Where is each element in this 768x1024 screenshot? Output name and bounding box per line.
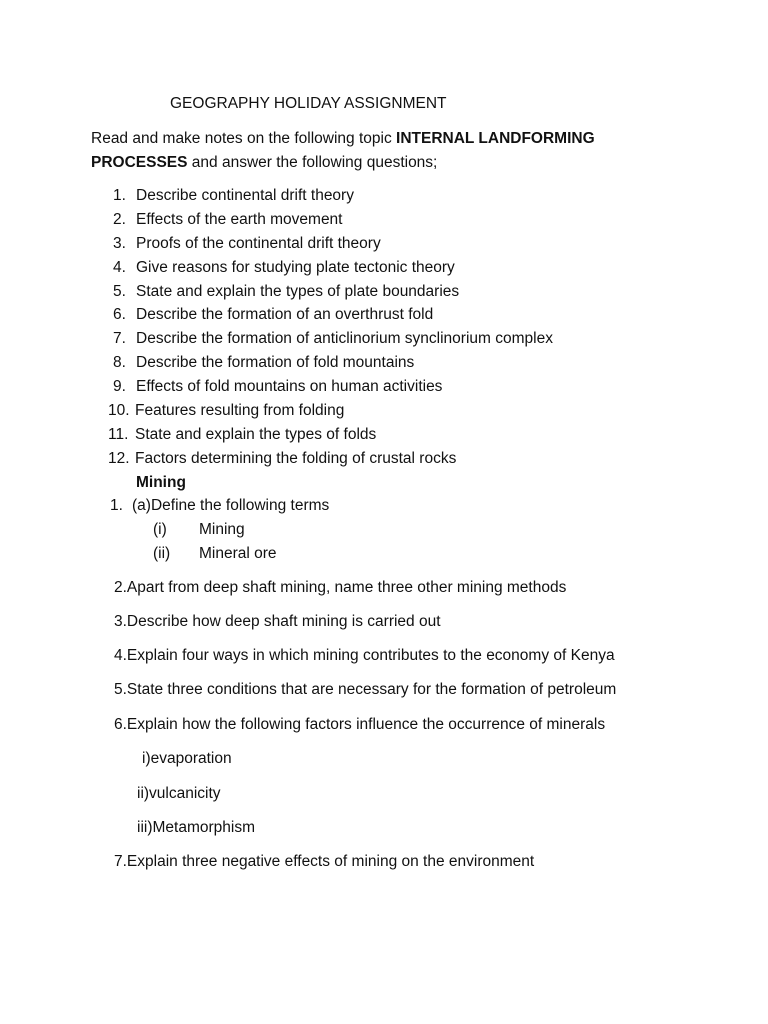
intro-line-2 <box>91 153 437 173</box>
list-item: iii)Metamorphism <box>137 819 255 836</box>
intro-text-end: and answer the following questions; <box>187 154 438 171</box>
list-item: 3.Describe how deep shaft mining is carried out <box>114 613 441 630</box>
list-item: i)evaporation <box>142 750 232 767</box>
intro-text: Read and make notes on the following topic <box>91 130 397 147</box>
list-item: 2.Apart from deep shaft mining, name three other mining methods <box>114 579 567 596</box>
intro-line-1 <box>91 129 595 149</box>
list-item: 7.Explain three negative effects of mining on the environment <box>114 853 535 870</box>
intro-topic-bold-2: PROCESSES <box>91 154 188 171</box>
section-heading-mining: Mining <box>136 474 186 491</box>
list-item: ii)vulcanicity <box>137 785 221 802</box>
intro-topic-bold-1: INTERNAL LANDFORMING <box>396 130 595 147</box>
page-title: GEOGRAPHY HOLIDAY ASSIGNMENT <box>170 95 447 112</box>
list-item: 4.Explain four ways in which mining contributes to the economy of Kenya <box>114 647 615 664</box>
list-item: 5.State three conditions that are necessary for the formation of petroleum <box>114 681 617 698</box>
list-item: 6.Explain how the following factors influence the occurrence of minerals <box>114 716 606 733</box>
